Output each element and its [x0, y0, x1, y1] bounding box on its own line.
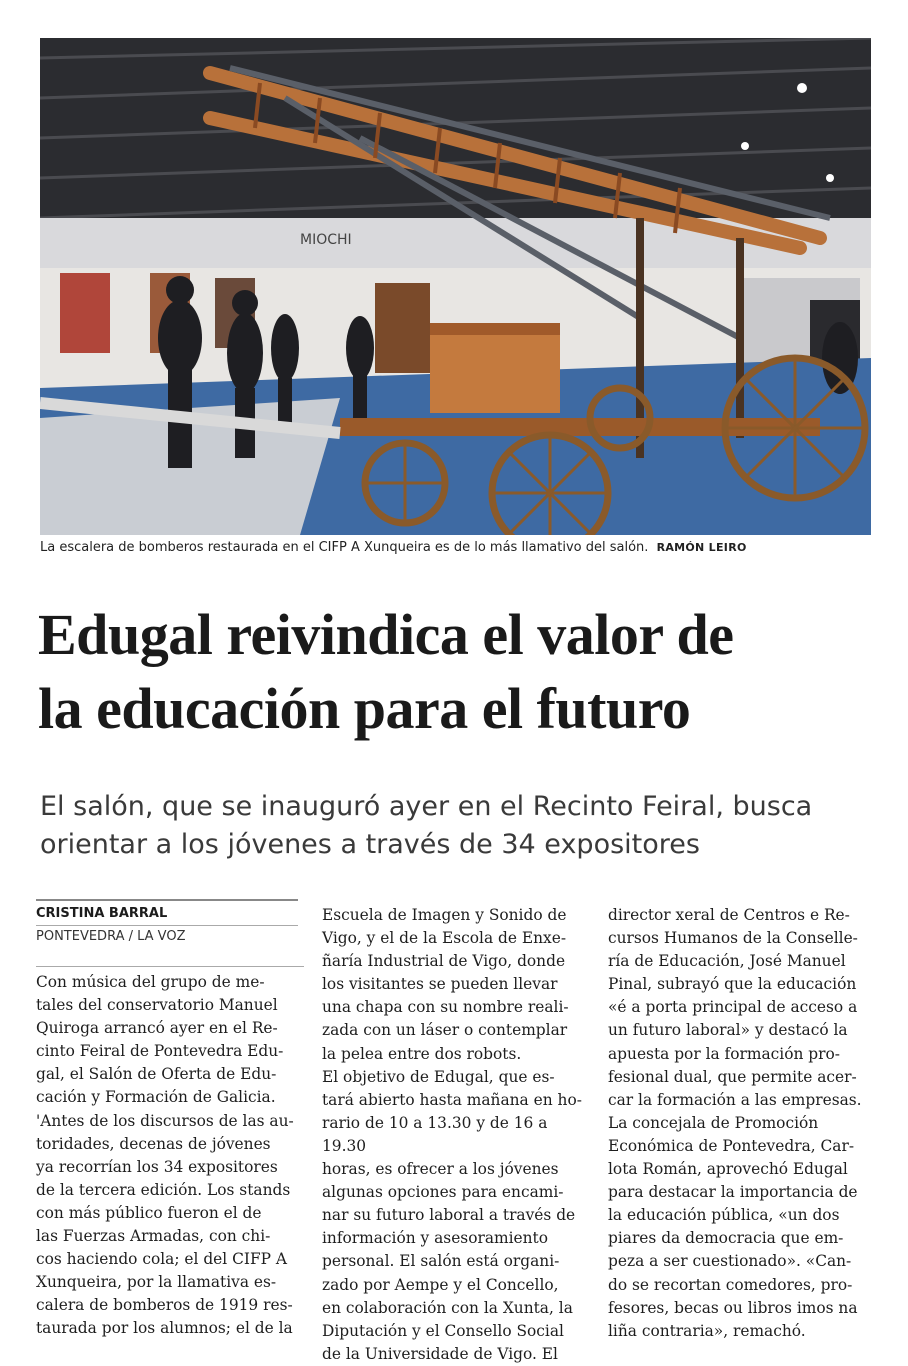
article-paragraph: El objetivo de Edugal, que es- tará abierto hasta mañana en ho- rario de 10 a 13.30 y de 16 a 19.30 horas, es ofrecer a los jóvenes algunas opciones para encami- nar su futuro laboral a través de información y asesoramiento personal. El salón está organi- zado por Aempe y el Concello, en colaboración con la Xunta, la Diputación y el Consello Social de la Universidade de Vigo. El	[322, 1067, 582, 1363]
subhead-line-2: orientar a los jóvenes a través de 34 expositores	[40, 829, 700, 860]
article-column-1	[36, 966, 304, 1341]
caption-text: La escalera de bomberos restaurada en el CIFP A Xunqueira es de lo más llamativo del salón.	[40, 540, 649, 555]
headline-line-2: la educación para el futuro	[38, 676, 691, 741]
article-paragraph: La concejala de Promoción Económica de Pontevedra, Car- lota Román, aprovechó Edugal para destacar la importancia de la educación pública, «un dos piares da democracia que em- peza a ser cuestionado». «Can- do se recortan comedores, pro- fesores, becas ou libros imos na liña contraria», remachó.	[608, 1113, 858, 1340]
article-paragraph: Con música del grupo de me- tales del conservatorio Manuel Quiroga arrancó ayer en el Re- cinto Feiral de Pontevedra Edu- gal, el Salón de Oferta de Edu- cación y Formación de Galicia. 'Antes de los discursos de las au- toridades, decenas de jóvenes ya recorrían los 34 expositores de la tercera edición. Los stands con más público fueron el de las Fuerzas Armadas, con chi- cos haciendo cola; el del CIFP A Xunqueira, por la llamativa es- calera de bomberos de 1919 res- taurada por los alumnos; el de la	[36, 973, 294, 1338]
booth-sign-text: MIOCHI	[300, 232, 352, 248]
fire-ladder-wagon-image	[40, 38, 871, 535]
author-name: CRISTINA BARRAL	[36, 901, 298, 926]
photo-caption	[40, 540, 880, 555]
news-photo	[40, 38, 871, 535]
article-paragraph: Escuela de Imagen y Sonido de Vigo, y el de la Escola de Enxe- ñaría Industrial de Vigo, donde los visitantes se pueden llevar una chapa con su nombre reali- zada con un láser o contemplar la pelea entre dos robots.	[322, 906, 569, 1063]
subhead-line-1: El salón, que se inauguró ayer en el Recinto Feiral, busca	[40, 791, 813, 822]
headline-line-1: Edugal reivindica el valor de	[38, 602, 734, 667]
byline	[36, 899, 298, 944]
subheadline	[40, 788, 890, 864]
article-column-3	[608, 904, 876, 1343]
article-column-2	[322, 904, 590, 1366]
headline	[38, 598, 888, 746]
dateline: PONTEVEDRA / LA VOZ	[36, 929, 186, 944]
photo-credit: RAMÓN LEIRO	[656, 541, 747, 554]
article-paragraph: director xeral de Centros e Re- cursos Humanos de la Conselle- ría de Educación, José Manuel Pinal, subrayó que la educación «é a porta principal de acceso a un futuro laboral» y destacó la apuesta por la formación pro- fesional dual, que permite acer- car la formación a las empresas.	[608, 906, 862, 1109]
